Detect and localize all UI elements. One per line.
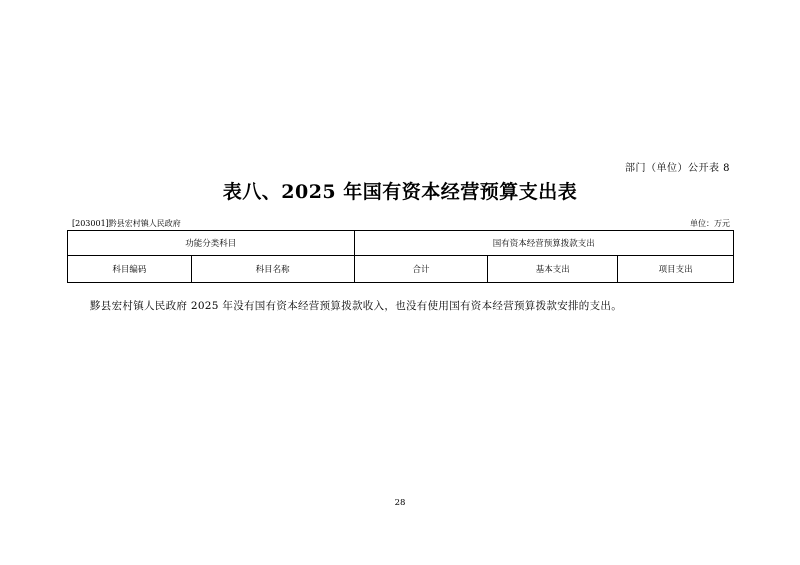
explanatory-note: 黟县宏村镇人民政府 2025 年没有国有资本经营预算拨款收入，也没有使用国有资本经营预算拨款安排的支出。 [90, 300, 622, 312]
column-header-basic-expenditure: 基本支出 [488, 256, 618, 283]
table-group-header-row [68, 231, 734, 256]
budget-table [67, 230, 734, 283]
group-header-function-class: 功能分类科目 [68, 231, 355, 256]
unit-label: 单位：万元 [690, 219, 730, 228]
column-header-subject-code: 科目编码 [68, 256, 192, 283]
page-number: 28 [394, 498, 406, 508]
column-header-total: 合计 [354, 256, 488, 283]
column-header-subject-name: 科目名称 [191, 256, 354, 283]
group-header-state-capital-expenditure: 国有资本经营预算拨款支出 [354, 231, 733, 256]
page-title: 表八、2025 年国有资本经营预算支出表 [222, 181, 578, 203]
form-number: 部门（单位）公开表 8 [624, 163, 730, 174]
column-header-project-expenditure: 项目支出 [618, 256, 734, 283]
table-column-header-row [68, 256, 734, 283]
unit-code-name: [203001]黔县宏村镇人民政府 [72, 219, 181, 228]
